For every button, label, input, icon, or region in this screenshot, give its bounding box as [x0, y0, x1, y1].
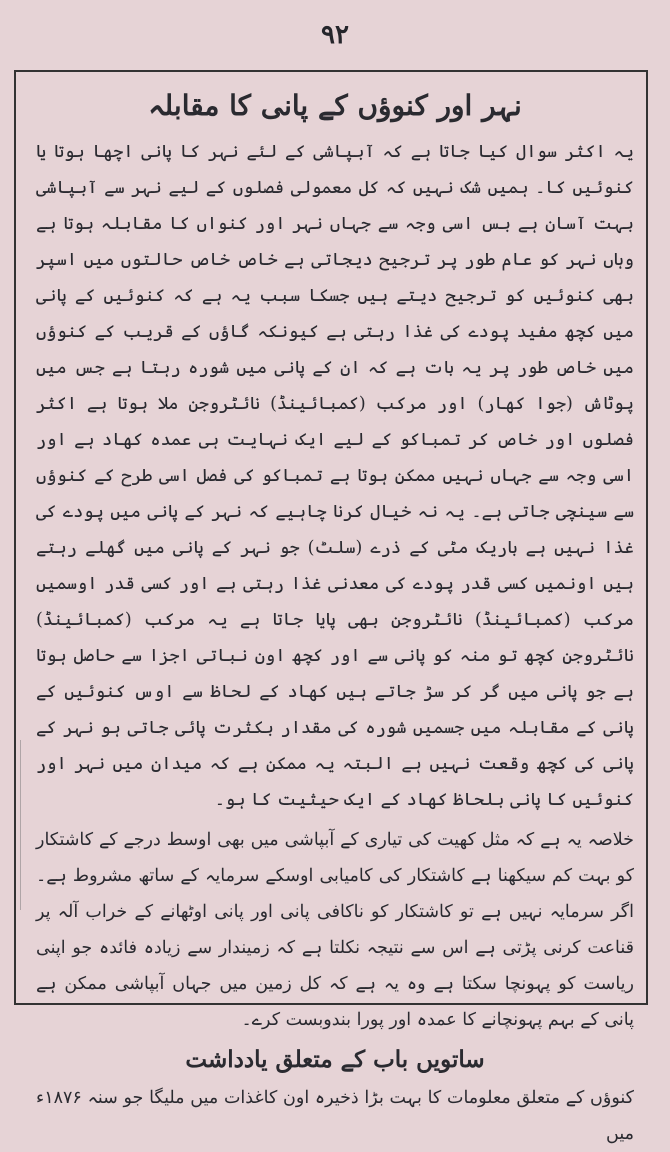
- margin-mark: [0, 740, 21, 910]
- note-line: کنوؤں کے متعلق معلومات کا بہت بڑا ذخیرہ اون کاغذات میں ملیگا جو سنہ ۱۸۷۶ء میں: [36, 1088, 634, 1144]
- paragraph-2: خلاصہ یہ ہے کہ مثل کھیت کی تیاری کے آبپاشی میں بھی اوسط درجے کے کاشتکار کو بہت کم سیکھنا ہے کاشتکار کی کامیابی اوسکے سرمایہ کے ساتھ مشروط ہے۔ اگر سرمایہ نہیں ہے تو کاشتکار کو ناکافی پانی اور پانی اوٹھانے کے خراب آلہ پر قناعت کرنی پڑتی ہے اس سے نتیجہ نکلتا ہے کہ زمیندار سے زیادہ فائدہ جو اپنی ریاست کو پہونچا سکتا ہے وہ یہ ہے کہ کل زمین میں جہاں آبپاشی ممکن ہے پانی کے بہم پہونچانے کا عمدہ اور پورا بندوبست کرے۔: [36, 830, 634, 1030]
- section-title: ساتویں باب کے متعلق یادداشت: [185, 1046, 485, 1073]
- page-number: ۹۲: [321, 20, 349, 50]
- paragraph-1: یہ اکثر سوال کیا جاتا ہے کہ آبپاشی کے لئے نہر کا پانی اچھا ہوتا یا کنوئیں کا۔ ہمیں شک نہیں کہ کل معمولی فصلوں کے لیے نہر سے آبپاشی بہت آسان ہے بس اسی وجہ سے جہاں نہر اور کنواں کا مقابلہ ہوتا ہے وہاں نہر کو عام طور پر ترجیح دیجاتی ہے خاص خاص حالتوں میں اسپر بھی کنوئیں کو ترجیح دیتے ہیں جسکا سبب یہ ہے کہ کنوئیں کے پانی میں کچھ مفید پودے کی غذا رہتی ہے کیونکہ گاؤں کے قریب کے کنوؤں میں خاص طور پر یہ بات ہے کہ ان کے پانی میں شورہ رہتا ہے جس میں پوٹاش (جوا کھار) اور مرکب (کمبائینڈ) نائٹروجن ملا ہوتا ہے اکثر فصلوں اور خاص کر تمباکو کے لیے ایک نہایت ہی عمدہ کھاد ہے اور اسی وجہ سے جہاں نہیں ممکن ہوتا ہے تمباکو کی فصل اسی طرح کے کنوؤں سے سینچی جاتی ہے۔ یہ نہ خیال کرنا چاہیے کہ نہر کے پانی میں پودے کی غذا نہیں ہے باریک مٹی کے ذرے (سلٹ) جو نہر کے پانی میں گھلے رہتے ہیں اونمیں کسی قدر پودے کی معدنی غذا رہتی ہے اور کسی قدر اوسمیں مرکب (کمبائینڈ) نائٹروجن بھی پایا جاتا ہے یہ مرکب (کمبائینڈ) نائٹروجن کچھ تو منہ کو پانی سے اور کچھ اون نباتی اجزا سے حاصل ہوتا ہے جو پانی میں گر کر سڑ جاتے ہیں کھاد کے لحاظ سے اوس کنوئیں کے پانی کے مقابلہ میں جسمیں شورہ کی مقدار بکثرت پائی جاتی ہو نہر کے پانی کی کچھ وقعت نہیں ہے البتہ یہ ممکن ہے کہ میدان میں نہر اور کنوئیں کا پانی بلحاظ کھاد کے ایک حیثیت کا ہو۔: [36, 142, 634, 810]
- chapter-title: نہر اور کنوؤں کے پانی کا مقابلہ: [148, 89, 522, 122]
- page-body: [36, 76, 634, 1152]
